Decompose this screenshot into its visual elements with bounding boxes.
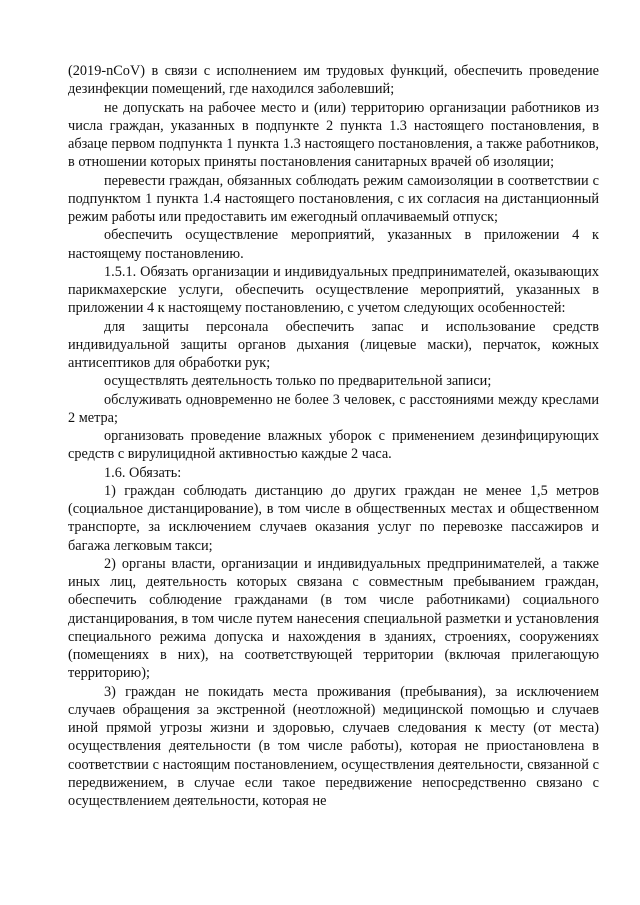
paragraph-appointment-only: осуществлять деятельность только по предварительной записи; [104, 373, 492, 390]
paragraph-item-1-distance: 1) граждан соблюдать дистанцию до других граждан не менее 1,5 метров (социальное дистанцирование), в том числе в общественных местах и общественном транспорте, за исключением случаев оказания услуг по перевозке пассажиров и багажа легковым такси; [68, 482, 599, 554]
paragraph-appendix-4: обеспечить осуществление мероприятий, указанных в приложении 4 к настоящему постановлению. [68, 227, 599, 262]
paragraph-max-clients: обслуживать одновременно не более 3 человек, с расстояниями между креслами 2 метра; [68, 391, 599, 426]
paragraph-continuation: (2019-nCoV) в связи с исполнением им трудовых функций, обеспечить проведение дезинфекции помещений, где находился заболевший; [68, 63, 599, 98]
paragraph-wet-cleaning: организовать проведение влажных уборок с применением дезинфицирующих средств с вирулицидной активностью каждые 2 часа. [68, 428, 599, 463]
paragraph-1-5-1: 1.5.1. Обязать организации и индивидуальных предпринимателей, оказывающих парикмахерские услуги, обеспечить осуществление мероприятий, указанных в приложении 4 к настоящему постановлению, с учетом следующих особенностей: [68, 263, 599, 317]
paragraph-protective-equipment: для защиты персонала обеспечить запас и использование средств индивидуальной защиты органов дыхания (лицевые маски), перчаток, кожных антисептиков для обработки рук; [68, 318, 599, 371]
document-page [68, 62, 599, 810]
paragraph-1-6-heading: 1.6. Обязать: [104, 464, 182, 481]
paragraph-no-admission: не допускать на рабочее место и (или) территорию организации работников из числа граждан, указанных в подпункте 2 пункта 1.3 настоящего постановления, в абзаце первом подпункта 1 пункта 1.3 настоящего постановления, а также работников, в отношении которых приняты постановления санитарных врачей об изоляции; [68, 99, 599, 171]
paragraph-item-2-authorities: 2) органы власти, организации и индивидуальных предпринимателей, а также иных лиц, деятельность которых связана с совместным пребыванием граждан, обеспечить соблюдение гражданами (в том числе работниками) социального дистанцирования, в том числе путем нанесения специальной разметки и установления специального режима допуска и нахождения в зданиях, строениях, сооружениях (помещениях в них), на соответствующей территории (включая прилегающую территорию); [68, 555, 599, 682]
paragraph-item-3-stay-home: 3) граждан не покидать места проживания (пребывания), за исключением случаев обращения за экстренной (неотложной) медицинской помощью и случаев иной прямой угрозы жизни и здоровью, случаев следования к месту (от места) осуществления деятельности (в том числе работы), которая не приостановлена в соответствии с настоящим постановлением, осуществления деятельности, связанной с передвижением, в случае если такое передвижение непосредственно связано с осуществлением деятельности, которая не [68, 683, 599, 809]
paragraph-remote-work: перевести граждан, обязанных соблюдать режим самоизоляции в соответствии с подпунктом 1 пункта 1.4 настоящего постановления, с их согласия на дистанционный режим работы или предоставить им ежегодный оплачиваемый отпуск; [68, 172, 599, 225]
